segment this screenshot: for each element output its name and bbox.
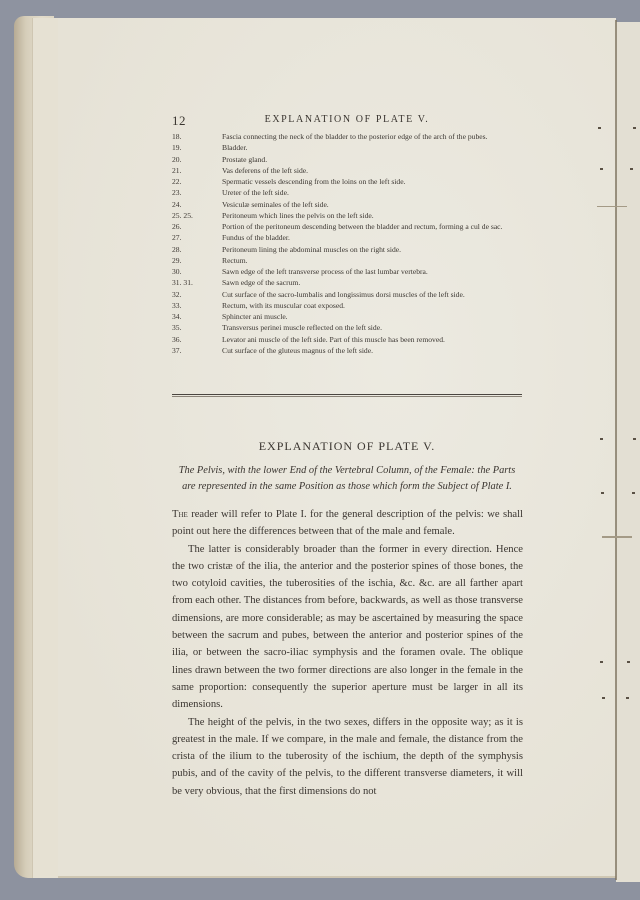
legend-item [172,221,532,232]
legend-description: Transversus perinei muscle reflected on the left side. [222,323,382,333]
paragraph-3: The height of the pelvis, in the two sexes, differs in the opposite way; as it is greatest in the male. If we compare, in the male and female, the distance from the crista of the ilium to the tuberosity of the ischium, the depth of the symphysis pubis, and of the cavity of the pelvis, to the different transverse diameters, it will be very obvious, that the first dimensions do not [172,716,523,797]
subtitle-line-1: The Pelvis, with the lower End of the Vertebral Column, of the Female: the Parts [178,465,516,476]
legend-number: 28. [172,244,182,254]
legend-item [172,334,532,345]
legend-item [172,232,532,243]
legend-description: Fascia connecting the neck of the bladder to the posterior edge of the arch of the pubes. [222,132,488,141]
plate-legend-list [172,131,532,356]
legend-item [172,322,532,333]
legend-description: Fundus of the bladder. [222,233,290,243]
legend-item [172,165,532,176]
legend-item [172,131,532,142]
legend-number: 25. 25. [172,210,193,220]
background-surface [0,0,640,20]
legend-description: Levator ani muscle of the left side. Part of this muscle has been removed. [222,334,445,344]
legend-number: 33. [172,300,182,310]
legend-number: 18. [172,132,182,141]
legend-description: Prostate gland. [222,154,268,164]
legend-description: Sawn edge of the sacrum. [222,278,301,288]
legend-item [172,311,532,322]
legend-description: Vesiculæ seminales of the left side. [222,199,329,209]
legend-item [172,187,532,198]
legend-item [172,154,532,165]
section-subtitle [172,463,522,495]
legend-description: Sphincter ani muscle. [222,312,288,321]
drop-lead-word: The [172,509,188,520]
legend-description: Cut surface of the gluteus magnus of the left side. [222,345,373,355]
body-text [172,506,523,800]
legend-description: Rectum, with its muscular coat exposed. [222,300,345,310]
legend-item [172,277,532,288]
legend-number: 30. [172,267,182,276]
legend-item [172,210,532,221]
legend-description: Vas deferens of the left side. [222,165,309,175]
legend-number: 20. [172,154,182,164]
legend-description: Portion of the peritoneum descending between the bladder and rectum, forming a cul de sac. [222,222,503,231]
section-title: EXPLANATION OF PLATE V. [258,439,436,453]
legend-item [172,266,532,277]
legend-item [172,289,532,300]
legend-description: Peritoneum which lines the pelvis on the left side. [222,210,374,220]
legend-item [172,300,532,311]
legend-number: 34. [172,312,182,321]
facing-page-edge [616,22,640,882]
paragraph-2: The latter is considerably broader than the former in every direction. Hence the two cristæ of the ilia, the anterior and the posterior spines of those bones, the two cotyloid cavities, the tuberosities of the ischia, &c. &c. are all farther apart from each other. The distances from before, backwards, as well as those transverse dimensions, are more considerable; as may be ascertained by measuring the space between the sacrum and pubes, between the anterior and posterior spines of the ilia, or between the sacro-iliac symphysis and the foramen ovale. The oblique lines drawn between the two former directions are also longer in the female in the same proportion: consequently the superior aperture must be larger in all its dimensions. [172,543,523,711]
legend-item [172,176,532,187]
section-divider-thin [172,396,522,397]
legend-item [172,199,532,210]
legend-description: Cut surface of the sacro-lumbalis and longissimus dorsi muscles of the left side. [222,289,465,299]
legend-number: 32. [172,289,182,299]
legend-number: 31. 31. [172,278,193,288]
legend-number: 35. [172,323,182,333]
legend-description: Bladder. [222,143,248,153]
legend-description: Rectum. [222,255,248,265]
paragraph-1 [172,506,523,541]
section-divider [172,394,522,395]
legend-item [172,345,532,356]
legend-number: 37. [172,345,182,355]
legend-number: 22. [172,177,182,186]
legend-description: Peritoneum lining the abdominal muscles on the right side. [222,244,402,254]
legend-description: Spermatic vessels descending from the loins on the left side. [222,177,406,186]
legend-number: 36. [172,334,182,344]
legend-item [172,142,532,153]
page-gutter [615,20,617,880]
running-title: EXPLANATION OF PLATE V. [264,114,430,125]
legend-item [172,244,532,255]
paragraph-1-text: reader will refer to Plate I. for the general description of the pelvis: we shall point out here the differences between that of the male and female. [172,509,523,538]
legend-description: Sawn edge of the left transverse process of the last lumbar vertebra. [222,267,428,276]
legend-number: 27. [172,233,182,243]
legend-number: 29. [172,255,182,265]
subtitle-line-2: are represented in the same Position as those which form the Subject of Plate I. [182,481,512,492]
legend-number: 19. [172,143,182,153]
legend-number: 24. [172,199,182,209]
page-header [172,113,522,129]
legend-description: Ureter of the left side. [222,188,289,198]
legend-number: 21. [172,165,182,175]
legend-item [172,255,532,266]
legend-number: 23. [172,188,182,198]
page-number: 12 [172,113,186,128]
legend-number: 26. [172,222,182,231]
